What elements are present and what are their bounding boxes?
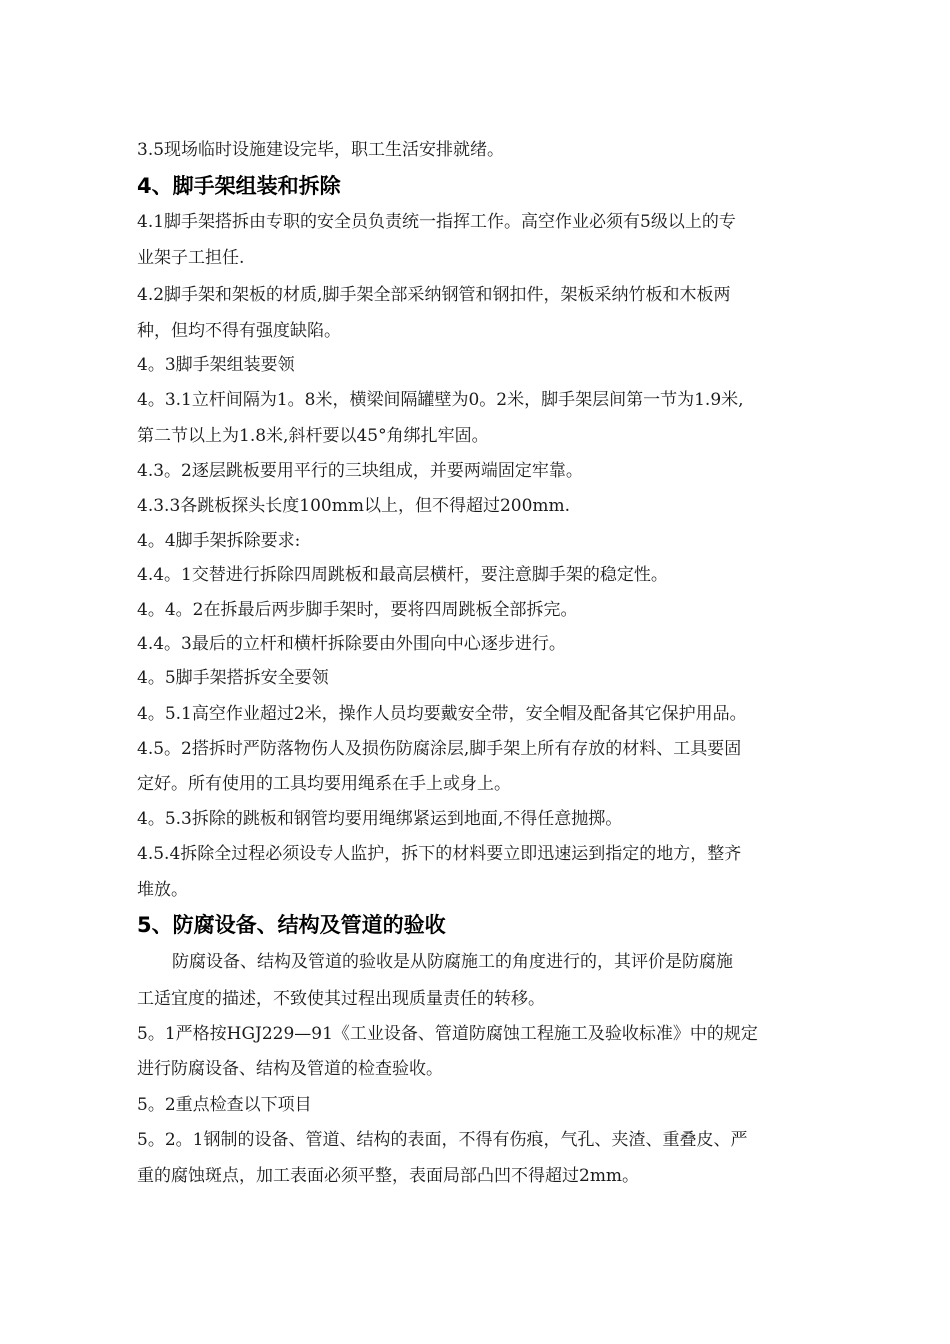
paragraph-line: 4。5脚手架搭拆安全要领 bbox=[137, 668, 329, 688]
paragraph-line: 业架子工担任. bbox=[137, 248, 245, 268]
paragraph-line: 第二节以上为1.8米,斜杆要以45°角绑扎牢固。 bbox=[137, 426, 489, 446]
paragraph-line: 4。3脚手架组装要领 bbox=[137, 355, 295, 375]
paragraph-line: 4。4。2在拆最后两步脚手架时，要将四周跳板全部拆完。 bbox=[137, 600, 578, 620]
paragraph-line: 4.4。1交替进行拆除四周跳板和最高层横杆，要注意脚手架的稳定性。 bbox=[137, 565, 668, 585]
paragraph-line: 4。5.1高空作业超过2米，操作人员均要戴安全带，安全帽及配备其它保护用品。 bbox=[137, 704, 747, 724]
paragraph-line: 4.4。3最后的立杆和横杆拆除要由外围向中心逐步进行。 bbox=[137, 634, 566, 654]
paragraph-line: 堆放。 bbox=[137, 880, 188, 900]
paragraph-line: 5。1严格按HGJ229—91《工业设备、管道防腐蚀工程施工及验收标准》中的规定 bbox=[137, 1024, 758, 1044]
paragraph-line: 4。3.1立杆间隔为1。8米，横梁间隔罐壁为0。2米，脚手架层间第一节为1.9米, bbox=[137, 390, 744, 410]
paragraph-line: 4。4脚手架拆除要求: bbox=[137, 531, 301, 551]
paragraph-line: 4.2脚手架和架板的材质,脚手架全部采纳钢管和钢扣件，架板采纳竹板和木板两 bbox=[137, 285, 731, 305]
paragraph-line: 4.3.3各跳板探头长度100mm以上，但不得超过200mm. bbox=[137, 496, 571, 516]
paragraph-line: 3.5现场临时设施建设完毕，职工生活安排就绪。 bbox=[137, 140, 505, 160]
paragraph-line: 5。2。1钢制的设备、管道、结构的表面，不得有伤痕，气孔、夹渣、重叠皮、严 bbox=[137, 1130, 748, 1150]
paragraph-line: 4。5.3拆除的跳板和钢管均要用绳绑紧运到地面,不得任意抛掷。 bbox=[137, 809, 623, 829]
paragraph-line: 4.1脚手架搭拆由专职的安全员负责统一指挥工作。高空作业必须有5级以上的专 bbox=[137, 212, 736, 232]
section-heading: 5、防腐设备、结构及管道的验收 bbox=[137, 913, 446, 937]
paragraph-line: 防腐设备、结构及管道的验收是从防腐施工的角度进行的，其评价是防腐施 bbox=[172, 952, 733, 972]
section-heading: 4、脚手架组装和拆除 bbox=[137, 174, 341, 198]
paragraph-line: 4.3。2逐层跳板要用平行的三块组成，并要两端固定牢靠。 bbox=[137, 461, 583, 481]
paragraph-line: 进行防腐设备、结构及管道的检查验收。 bbox=[137, 1059, 443, 1079]
paragraph-line: 重的腐蚀斑点，加工表面必须平整，表面局部凸凹不得超过2mm。 bbox=[137, 1166, 640, 1186]
paragraph-line: 种，但均不得有强度缺陷。 bbox=[137, 321, 341, 341]
paragraph-line: 4.5。2搭拆时严防落物伤人及损伤防腐涂层,脚手架上所有存放的材料、工具要固 bbox=[137, 739, 742, 759]
paragraph-line: 4.5.4拆除全过程必须设专人监护，拆下的材料要立即迅速运到指定的地方，整齐 bbox=[137, 844, 742, 864]
paragraph-line: 工适宜度的描述，不致使其过程出现质量责任的转移。 bbox=[137, 989, 545, 1009]
paragraph-line: 5。2重点检查以下项目 bbox=[137, 1095, 312, 1115]
paragraph-line: 定好。所有使用的工具均要用绳系在手上或身上。 bbox=[137, 774, 511, 794]
